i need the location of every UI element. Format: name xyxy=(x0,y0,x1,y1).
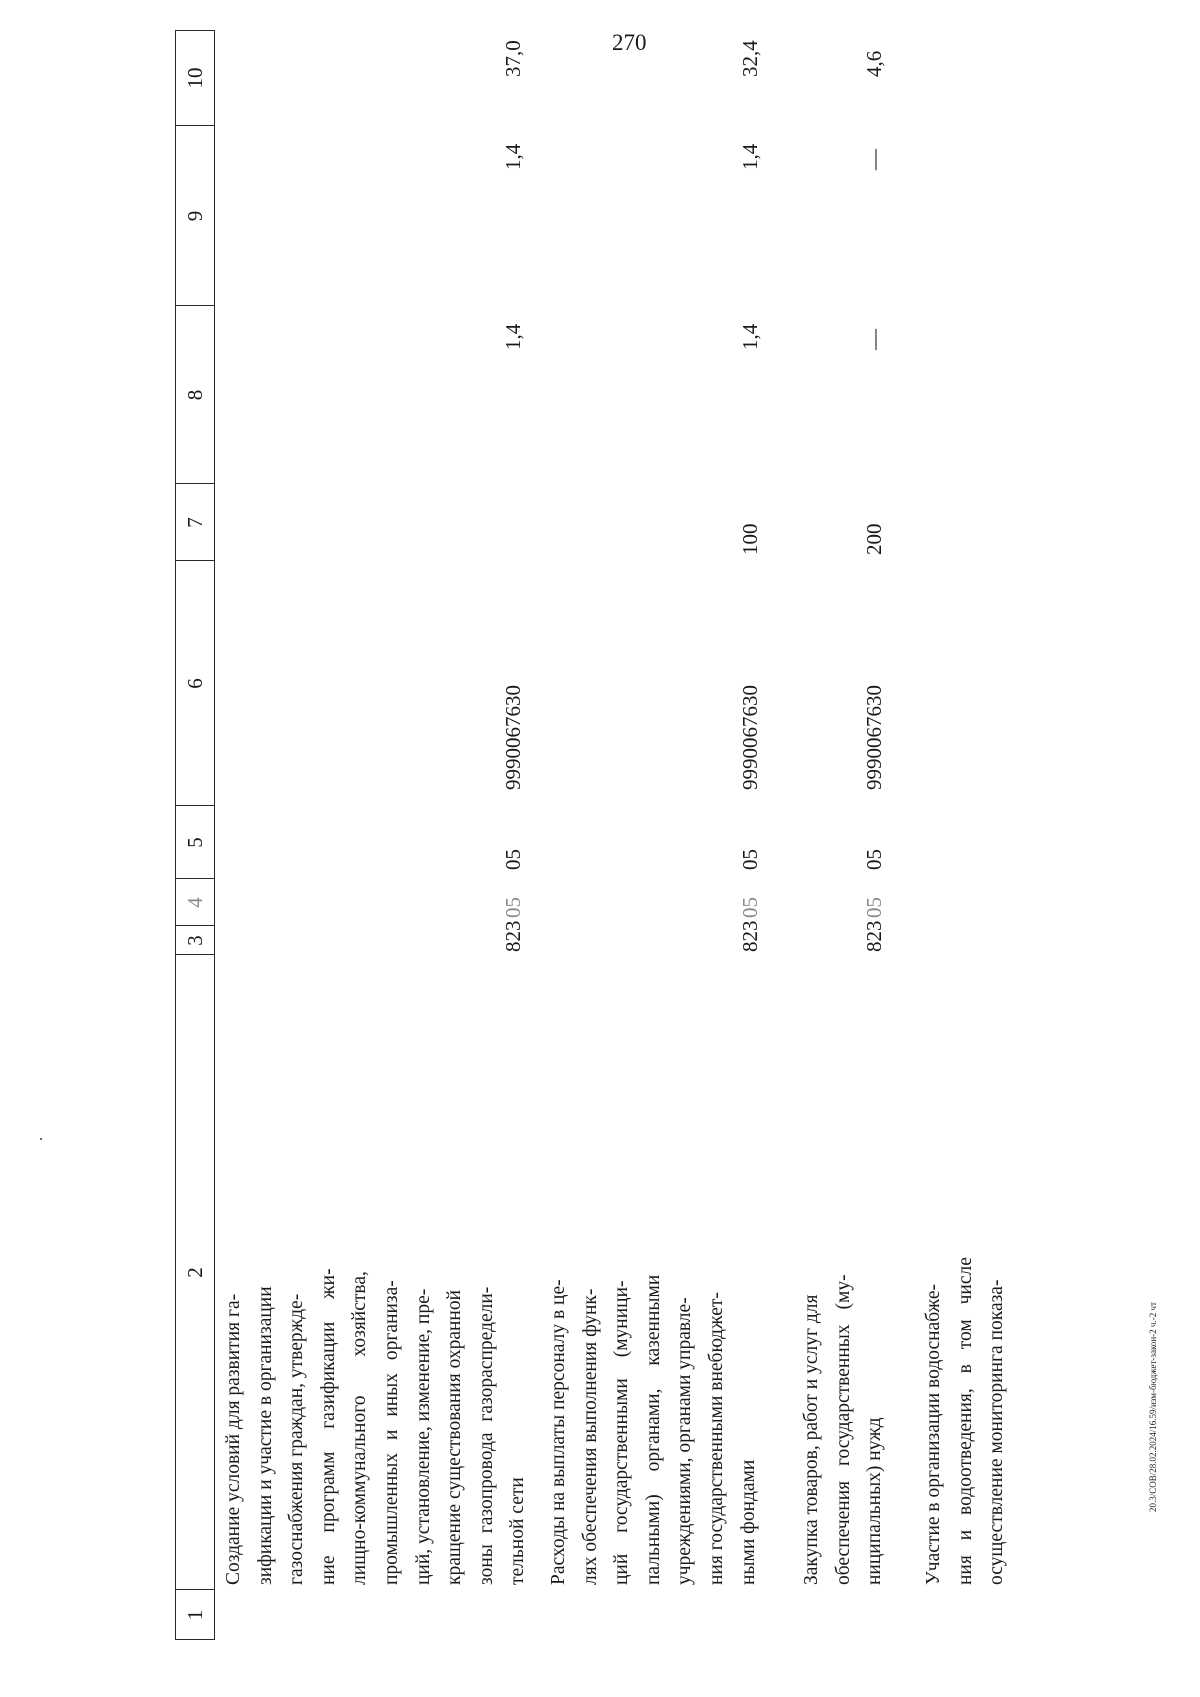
row-2-c6: 9990067630 xyxy=(738,685,762,790)
row-3-c3: 823 xyxy=(862,920,886,952)
row-3-c10: 4,6 xyxy=(862,50,886,77)
row-1-c4: 05 xyxy=(501,897,525,918)
desc-line: промышленных и иных организа- xyxy=(380,1280,402,1585)
header-col-4: 4 xyxy=(182,897,207,908)
rotated-budget-table xyxy=(0,30,1008,1640)
row-3-c6: 9990067630 xyxy=(862,685,886,790)
desc-line: Закупка товаров, работ и услуг для xyxy=(801,1294,822,1585)
row-2-c4: 05 xyxy=(738,897,762,918)
row-1-c8: 1,4 xyxy=(501,323,525,350)
header-col-3: 3 xyxy=(182,935,207,946)
row-2-c8: 1,4 xyxy=(738,323,762,350)
row-2-c3: 823 xyxy=(738,920,762,952)
row-1-description xyxy=(218,955,534,1585)
row-4-description xyxy=(918,955,1013,1585)
desc-line: Создание условий для развития га- xyxy=(223,1293,244,1585)
header-col-2: 2 xyxy=(182,1267,207,1278)
header-col-8: 8 xyxy=(182,389,207,401)
desc-line: лищно-коммунального хозяйства, xyxy=(349,1271,371,1585)
row-2-c7: 100 xyxy=(738,523,762,555)
header-col-9: 9 xyxy=(182,210,207,222)
desc-line: ние программ газификации жи- xyxy=(317,1268,339,1585)
row-3-c7: 200 xyxy=(862,523,886,555)
row-2-description xyxy=(543,955,764,1585)
footer-code: 20.3/СОВ/28.02.2024/16.59/изм-бюджет-закон-2 ч.-2 чт xyxy=(1148,1302,1158,1512)
row-3-c5: 05 xyxy=(862,849,886,870)
desc-line: обеспечения государственных (му- xyxy=(832,1274,854,1585)
desc-line: ниципальных) нужд xyxy=(864,1417,886,1585)
desc-line: тельной сети xyxy=(507,1477,529,1585)
page-number: 270 xyxy=(612,30,647,55)
desc-line: ций, установление, изменение, пре- xyxy=(412,1288,434,1585)
row-2-c9: 1,4 xyxy=(738,143,762,170)
row-3-c4: 05 xyxy=(862,897,886,918)
desc-line: Участие в организации водоснабже- xyxy=(923,1283,944,1585)
row-1-c10: 37,0 xyxy=(501,40,525,77)
desc-line: ций государственными (муници- xyxy=(611,1280,633,1585)
row-2-c10: 32,4 xyxy=(738,40,762,77)
row-3-c9: — xyxy=(862,149,886,170)
desc-line: осуществление мониторинга показа- xyxy=(986,1279,1008,1585)
header-col-6: 6 xyxy=(182,678,207,689)
desc-line: ния и водоотведения, в том числе xyxy=(954,1257,976,1585)
row-1-c6: 9990067630 xyxy=(501,685,525,790)
row-2-c5: 05 xyxy=(738,849,762,870)
desc-line: газоснабжения граждан, утвержде- xyxy=(286,1293,308,1585)
desc-line: зификации и участие в организации xyxy=(254,1286,276,1585)
header-col-10: 10 xyxy=(182,67,207,89)
row-1-c3: 823 xyxy=(501,920,525,952)
desc-line: лях обеспечения выполнения функ- xyxy=(579,1288,601,1585)
desc-line: учреждениями, органами управле- xyxy=(674,1297,696,1585)
row-3-description xyxy=(796,955,891,1585)
desc-line: пальными) органами, казенными xyxy=(642,1274,664,1585)
table-header xyxy=(175,30,215,1640)
row-1-c5: 05 xyxy=(501,849,525,870)
desc-line: Расходы на выплаты персоналу в це- xyxy=(548,1279,569,1585)
row-1-c9: 1,4 xyxy=(501,143,525,170)
header-col-7: 7 xyxy=(182,517,207,528)
header-col-1: 1 xyxy=(182,1609,207,1621)
header-col-5: 5 xyxy=(182,837,207,848)
desc-line: ными фондами xyxy=(737,1459,759,1585)
desc-line: зоны газопровода газораспредели- xyxy=(475,1286,497,1585)
desc-line: кращение существования охранной xyxy=(444,1289,466,1585)
desc-line: ния государственными внебюджет- xyxy=(705,1292,727,1585)
row-3-c8: — xyxy=(862,329,886,350)
